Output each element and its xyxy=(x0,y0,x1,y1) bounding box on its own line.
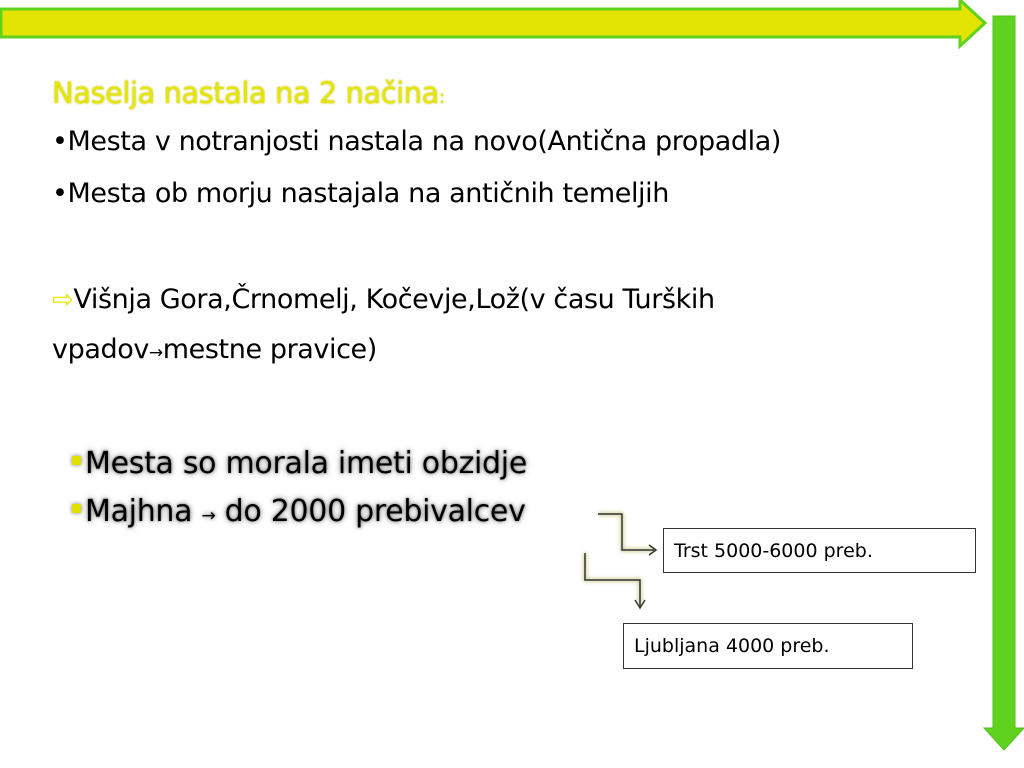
slide-heading xyxy=(52,76,444,110)
top-arrow-shape xyxy=(1,0,985,46)
arrow-item-line-2 xyxy=(52,334,377,365)
small-arrow-icon: → xyxy=(201,506,216,526)
arrow-item-text-a: vpadov xyxy=(52,334,149,365)
trst-box xyxy=(663,528,976,573)
arrow-item-text: Višnja Gora,Črnomelj, Kočevje,Lož(v času Turških xyxy=(73,284,715,315)
bullet-dot: • xyxy=(52,126,68,157)
arrow-item-line-1 xyxy=(52,284,715,315)
heading-text: Naselja nastala na 2 načina xyxy=(52,76,439,110)
bullet-text: Mesta ob morju nastajala na antičnih temeljih xyxy=(67,178,669,209)
ljubljana-box xyxy=(623,623,913,669)
bullet-item-1 xyxy=(52,126,781,157)
bullet-text: Mesta v notranjosti nastala na novo(Antična propadla) xyxy=(67,126,782,157)
right-arrow-icon: ⇨ xyxy=(52,285,74,315)
heading-colon: : xyxy=(438,87,445,108)
highlight-item-2 xyxy=(72,494,526,529)
highlight-text: Mesta so morala imeti obzidje xyxy=(85,446,527,481)
ljubljana-box-text: Ljubljana 4000 preb. xyxy=(634,635,830,657)
connector-ljubljana xyxy=(585,553,640,606)
highlight-item-1 xyxy=(72,446,527,481)
square-bullet-icon xyxy=(72,504,81,513)
arrow-item-text-b: mestne pravice) xyxy=(162,334,377,365)
highlight-text-a: Majhna xyxy=(85,494,193,529)
trst-box-text: Trst 5000-6000 preb. xyxy=(674,539,873,562)
right-arrow-shape xyxy=(984,16,1024,750)
connector-trst xyxy=(598,514,654,550)
bullet-item-2 xyxy=(52,178,669,209)
small-arrow-icon: → xyxy=(148,343,163,363)
bullet-dot: • xyxy=(52,178,68,209)
square-bullet-icon xyxy=(72,456,81,465)
highlight-text-b: do 2000 prebivalcev xyxy=(224,494,526,529)
